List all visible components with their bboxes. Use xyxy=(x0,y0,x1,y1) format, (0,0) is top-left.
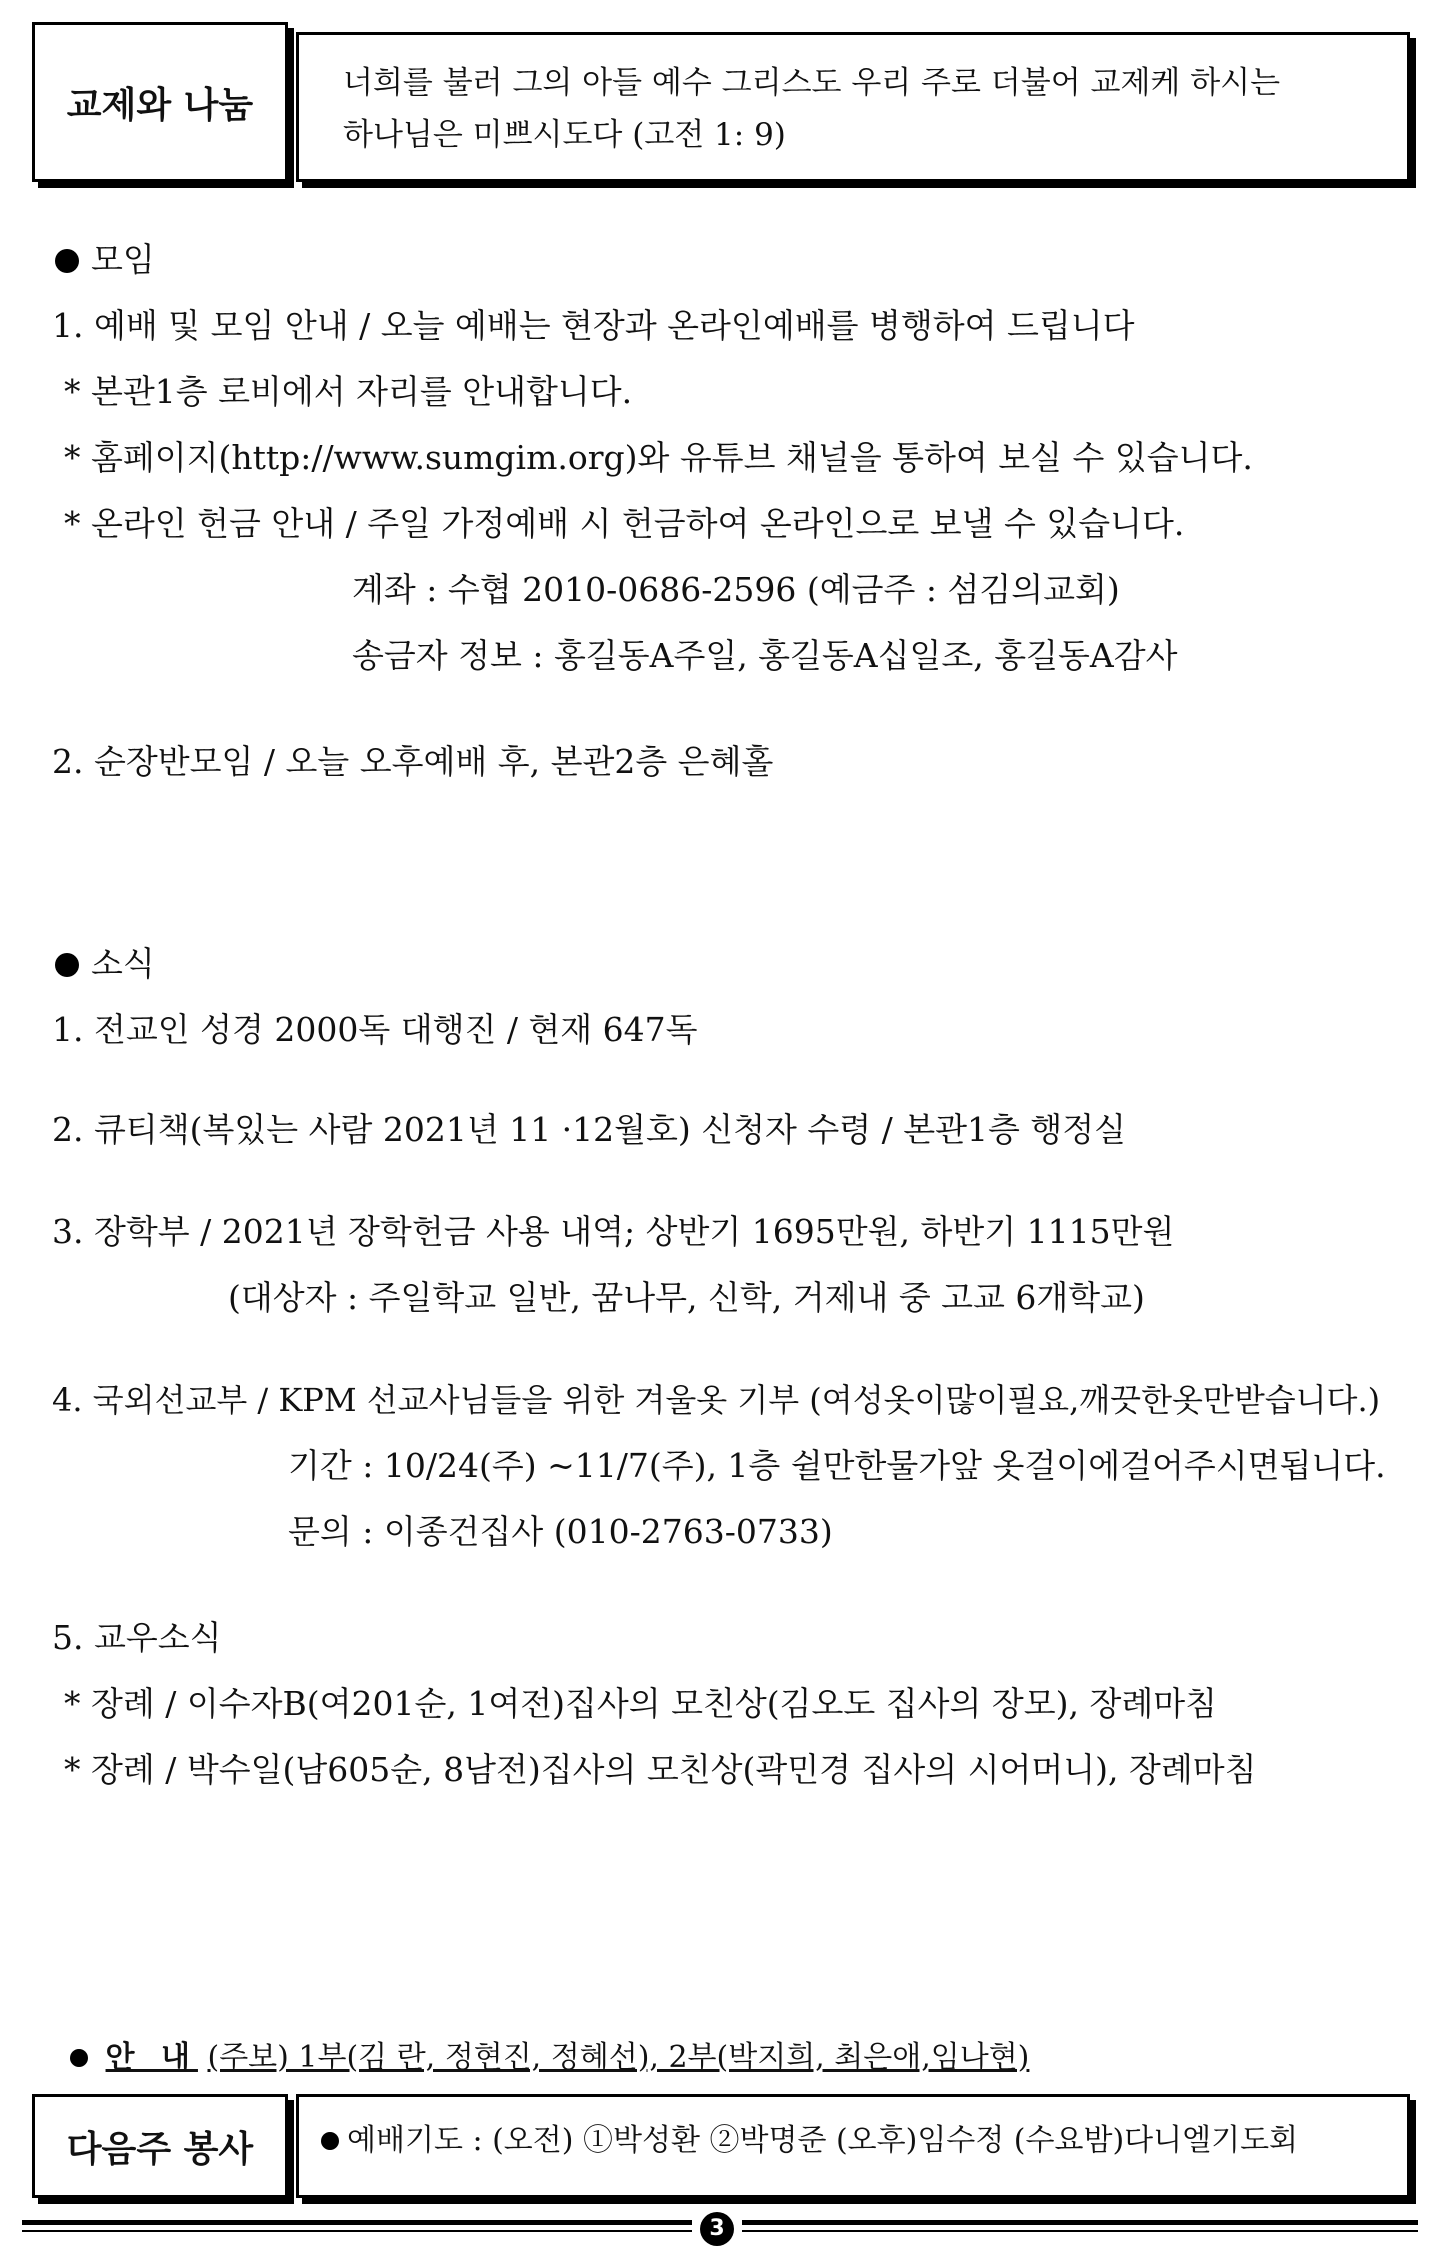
verse-text xyxy=(299,35,1407,161)
account-info: 계좌 : 수협 2010-0686-2596 (예금주 : 섬김의교회) xyxy=(352,570,1120,609)
service-title-box xyxy=(32,2094,288,2198)
meeting-heading: 모임 xyxy=(55,240,155,280)
verse-line-2: 하나님은 미쁘시도다 (고전 1: 9) xyxy=(343,117,786,153)
bullet-icon xyxy=(70,2049,88,2067)
section-title: 교제와 나눔 xyxy=(66,84,254,126)
verse-box xyxy=(296,32,1410,182)
footer-rule-right-thin xyxy=(742,2230,1418,2232)
sender-info: 송금자 정보 : 홍길동A주일, 홍길동A십일조, 홍길동A감사 xyxy=(352,636,1178,675)
service-text: 예배기도 : (오전) ①박성환 ②박명준 (오후)임수정 (수요밤)다니엘기도회 xyxy=(299,2097,1407,2161)
page-number: 3 xyxy=(700,2212,734,2246)
footer-rule-left-thin xyxy=(22,2230,692,2232)
bullet-icon xyxy=(55,249,79,273)
section-title-box xyxy=(32,22,288,182)
service-title: 다음주 봉사 xyxy=(66,2128,254,2170)
bullet-icon xyxy=(321,2132,339,2150)
meeting-note-2: * 홈페이지(http://www.sumgim.org)와 유튜브 채널을 통하여 보실 수 있습니다. xyxy=(64,438,1253,477)
news-item-5-note-2: * 장례 / 박수일(남605순, 8남전)집사의 모친상(곽민경 집사의 시어머니), 장례마침 xyxy=(64,1750,1257,1789)
news-item-4-period: 기간 : 10/24(주) ~11/7(주), 1층 쉴만한물가앞 옷걸이에걸어주시면됩니다. xyxy=(288,1446,1386,1485)
news-item-2: 2. 큐티책(복있는 사람 2021년 11 ·12월호) 신청자 수령 / 본관1층 행정실 xyxy=(52,1110,1127,1149)
news-item-3-detail: (대상자 : 주일학교 일반, 꿈나무, 신학, 거제내 중 고교 6개학교) xyxy=(228,1278,1145,1317)
news-item-3: 3. 장학부 / 2021년 장학헌금 사용 내역; 상반기 1695만원, 하반기 1115만원 xyxy=(52,1212,1175,1251)
footer-rule-right xyxy=(742,2220,1418,2225)
news-item-4: 4. 국외선교부 / KPM 선교사님들을 위한 겨울옷 기부 (여성옷이많이필요,깨끗한옷만받습니다.) xyxy=(52,1381,1381,1419)
service-box xyxy=(296,2094,1410,2198)
notice-text: (주보) 1부(김 란, 정현진, 정혜선), 2부(박지희, 최은애,임나현) xyxy=(207,2040,1030,2075)
meeting-item-1: 1. 예배 및 모임 안내 / 오늘 예배는 현장과 온라인예배를 병행하여 드립니다 xyxy=(52,306,1135,345)
news-item-1: 1. 전교인 성경 2000독 대행진 / 현재 647독 xyxy=(52,1010,698,1049)
news-item-5-note-1: * 장례 / 이수자B(여201순, 1여전)집사의 모친상(김오도 집사의 장모), 장례마침 xyxy=(64,1684,1217,1723)
news-item-4-contact: 문의 : 이종건집사 (010-2763-0733) xyxy=(288,1512,833,1551)
meeting-note-3: * 온라인 헌금 안내 / 주일 가정예배 시 헌금하여 온라인으로 보낼 수 있습니다. xyxy=(64,504,1185,543)
meeting-item-2: 2. 순장반모임 / 오늘 오후예배 후, 본관2층 은혜홀 xyxy=(52,742,774,781)
notice-line xyxy=(70,2038,1029,2078)
verse-line-1: 너희를 불러 그의 아들 예수 그리스도 우리 주로 더불어 교제케 하시는 xyxy=(343,65,1281,101)
news-item-5: 5. 교우소식 xyxy=(52,1618,222,1657)
bullet-icon xyxy=(55,953,79,977)
footer-rule-left xyxy=(22,2220,692,2225)
meeting-note-1: * 본관1층 로비에서 자리를 안내합니다. xyxy=(64,372,633,411)
news-heading: 소식 xyxy=(55,944,155,984)
notice-label: 안 내 xyxy=(105,2040,198,2075)
